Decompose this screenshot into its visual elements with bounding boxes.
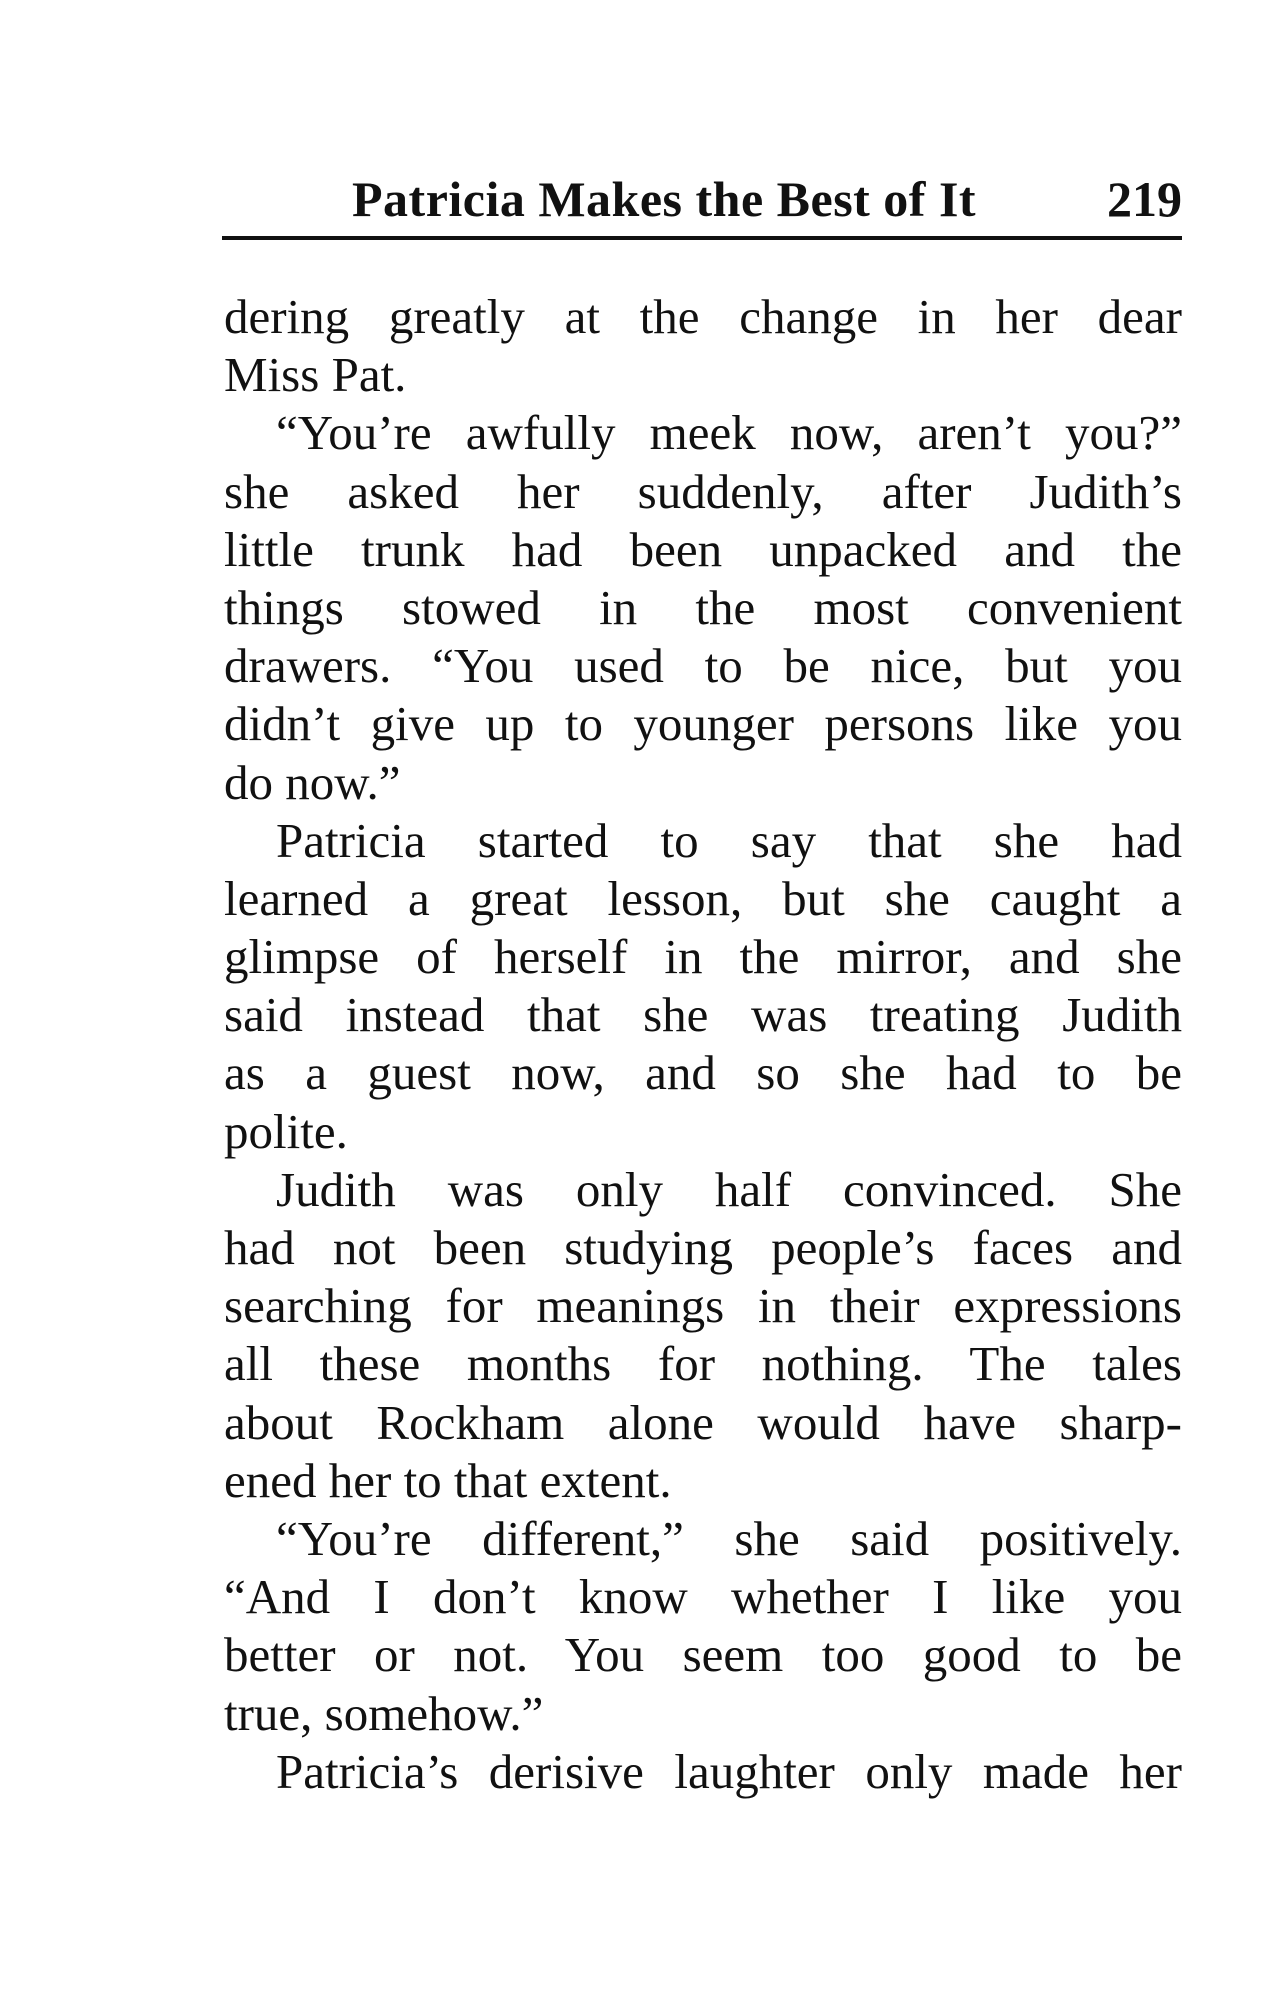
text-line: about Rockham alone would have sharp-	[224, 1394, 1182, 1450]
text-line: learned a great lesson, but she caught a	[224, 870, 1182, 926]
text-line: glimpse of herself in the mirror, and she	[224, 929, 1182, 985]
text-line: Judith was only half convinced. She	[276, 1161, 1182, 1217]
text-line: polite.	[224, 1103, 348, 1159]
header-rule	[222, 236, 1182, 240]
text-line: Patricia’s derisive laughter only made her	[276, 1743, 1182, 1799]
page-number: 219	[1107, 171, 1182, 227]
text-line: didn’t give up to younger persons like you	[224, 696, 1182, 752]
text-line: little trunk had been unpacked and the	[224, 521, 1182, 577]
text-line: all these months for nothing. The tales	[224, 1336, 1182, 1392]
text-line: ened her to that extent.	[224, 1452, 672, 1508]
body-text	[224, 288, 1182, 1801]
text-line: true, somehow.”	[224, 1685, 544, 1741]
running-title: Patricia Makes the Best of It	[352, 171, 977, 227]
text-line: dering greatly at the change in her dear	[224, 289, 1182, 344]
text-line: “You’re awfully meek now, aren’t you?”	[276, 405, 1182, 461]
text-line: had not been studying people’s faces and	[224, 1220, 1182, 1275]
text-line: Miss Pat.	[224, 347, 407, 403]
text-line: searching for meanings in their expressions	[224, 1278, 1182, 1334]
text-line: as a guest now, and so she had to be	[224, 1045, 1182, 1101]
text-line: better or not. You seem too good to be	[224, 1627, 1182, 1683]
text-line: do now.”	[224, 754, 401, 810]
text-line: drawers. “You used to be nice, but you	[224, 638, 1182, 694]
text-line: Patricia started to say that she had	[276, 812, 1182, 868]
text-line: said instead that she was treating Judith	[224, 987, 1182, 1043]
text-line: “You’re different,” she said positively.	[276, 1510, 1182, 1566]
page-header	[222, 170, 1182, 228]
text-line: things stowed in the most convenient	[224, 579, 1182, 635]
text-line: “And I don’t know whether I like you	[224, 1569, 1182, 1625]
text-line: she asked her suddenly, after Judith’s	[224, 463, 1182, 519]
